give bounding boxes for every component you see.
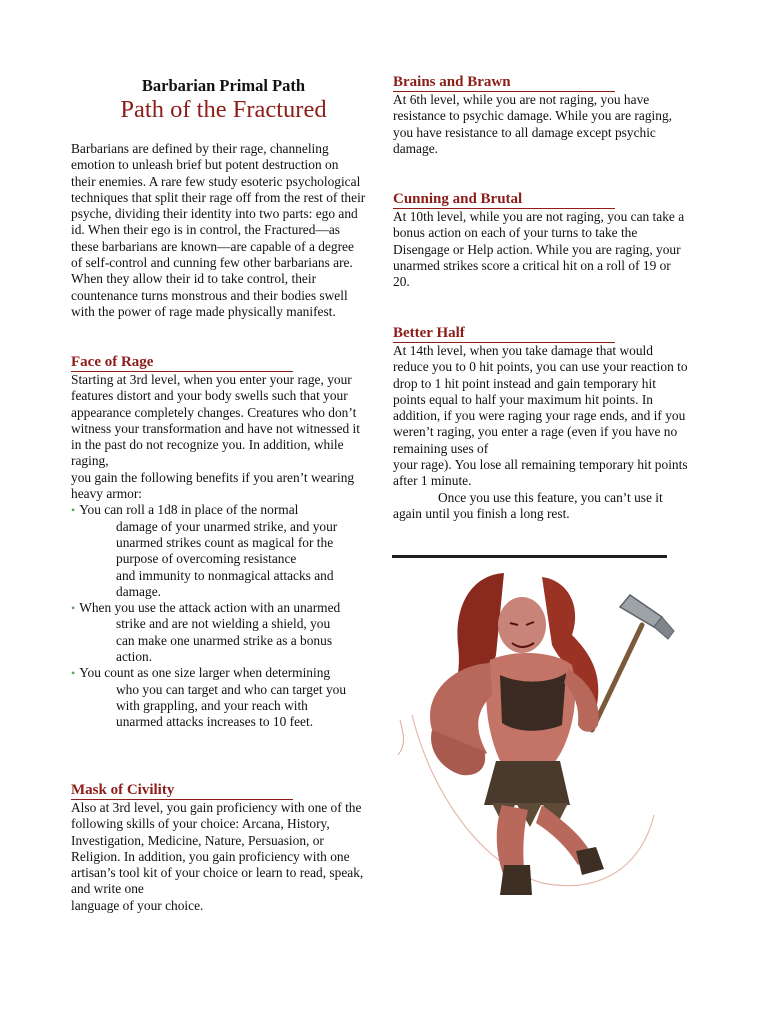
text-line: bonus action on each of your turns to take the	[393, 225, 638, 241]
text-line: Starting at 3rd level, when you enter your rage, your	[71, 372, 352, 387]
face-of-rage-bullets	[71, 502, 360, 730]
bullet-continuation: damage.	[116, 583, 161, 599]
bullet-continuation: unarmed strikes count as magical for the	[116, 534, 334, 550]
text-line: heavy armor:	[71, 486, 143, 502]
text-line: witness your transformation and have not witnessed it	[71, 420, 360, 436]
heading-brains-and-brawn: Brains and Brawn	[393, 74, 615, 92]
cunning-and-brutal-text	[393, 209, 684, 290]
brains-and-brawn-text	[393, 92, 672, 157]
text-line: Also at 3rd level, you gain proficiency with one of the	[71, 800, 362, 815]
text-line: At 14th level, when you take damage that would	[393, 343, 653, 358]
bullet-first-line	[71, 600, 360, 616]
text-line: in the past do not recognize you. In addition, while	[71, 437, 344, 453]
text-line: Investigation, Medicine, Nature, Persuasion, or	[71, 832, 324, 848]
text-line: Once you use this feature, you can’t use it	[438, 489, 663, 505]
text-line: Disengage or Help action. While you are raging, your	[393, 241, 681, 257]
text-line: At 10th level, while you are not raging, you can take a	[393, 209, 685, 224]
text-line: id. When their ego is in control, the Fractured—as	[71, 222, 340, 238]
bullet-first-line	[71, 502, 360, 518]
section-cunning-and-brutal	[393, 191, 684, 290]
intro-paragraph	[71, 141, 365, 320]
bullet-continuation: strike and are not wielding a shield, you	[116, 616, 331, 632]
text-line: reduce you to 0 hit points, you can use your reaction to	[393, 359, 688, 375]
bullet-icon: •	[71, 666, 76, 681]
text-line: their enemies. A rare few study esoteric psychological	[71, 173, 361, 189]
better-half-indented-text	[393, 490, 688, 523]
text-line: features distort and your body swells such that your	[71, 388, 348, 404]
hammer-icon	[620, 595, 674, 639]
list-item	[71, 600, 360, 665]
text-line: after 1 minute.	[393, 473, 472, 489]
text-line: raging,	[71, 453, 109, 469]
section-mask-of-civility	[71, 782, 363, 914]
text-line: of self-control and cunning few other barbarians are.	[71, 255, 353, 271]
text-line: again until you finish a long rest.	[393, 505, 570, 521]
text-line: techniques that split their rage off from the rest of their	[71, 189, 366, 205]
text-line: unarmed strikes score a critical hit on a roll of 19 or	[393, 257, 671, 273]
text-line: resistance to psychic damage. While you are raging,	[393, 108, 672, 124]
bullet-text: You can roll a 1d8 in place of the normal	[79, 502, 299, 518]
text-line: and write one	[71, 881, 144, 897]
bullet-continuation: damage of your unarmed strike, and your	[116, 518, 338, 534]
face-of-rage-text	[71, 372, 360, 502]
text-line: points equal to half your maximum hit points. In	[393, 391, 653, 407]
text-line: Religion. In addition, you gain proficiency with one	[71, 848, 350, 864]
text-line: psyche, dividing their identity into two parts: ego and	[71, 206, 358, 222]
text-line: addition, if you were raging your rage ends, and if you	[393, 408, 686, 424]
bullet-continuation: action.	[116, 649, 153, 665]
page-title: Path of the Fractured	[120, 96, 327, 123]
text-line: Barbarians are defined by their rage, channeling	[71, 141, 329, 156]
bullet-continuation: purpose of overcoming resistance	[116, 551, 297, 567]
text-line: these barbarians are known—are capable of a degree	[71, 238, 354, 254]
text-line: weren’t raging, you enter a rage (even if you have no	[393, 424, 678, 440]
list-item	[71, 665, 360, 730]
text-line: you have resistance to all damage except psychic	[393, 124, 656, 140]
bullet-continuation: and immunity to nonmagical attacks and	[116, 567, 334, 583]
text-line: artisan’s tool kit of your choice or learn to read, speak,	[71, 865, 364, 881]
text-line: drop to 1 hit point instead and gain temporary hit	[393, 375, 656, 391]
list-item	[71, 502, 360, 600]
text-line: remaining uses of	[393, 440, 489, 456]
text-line: 20.	[393, 274, 410, 290]
section-divider	[392, 555, 667, 558]
bullet-continuation: who you can target and who can target you	[116, 681, 347, 697]
text-line: language of your choice.	[71, 897, 204, 913]
heading-mask-of-civility: Mask of Civility	[71, 782, 293, 800]
bullet-icon: •	[71, 503, 76, 518]
mask-of-civility-text	[71, 800, 363, 914]
barbarian-warrior-illustration	[392, 565, 692, 900]
text-line: damage.	[393, 140, 438, 156]
supertitle: Barbarian Primal Path	[141, 76, 306, 95]
text-line: your rage). You lose all remaining temporary hit points	[393, 457, 688, 473]
section-better-half	[393, 325, 688, 522]
bullet-text: When you use the attack action with an unarmed	[79, 600, 341, 616]
bullet-continuation: can make one unarmed strike as a bonus	[116, 632, 333, 648]
bullet-continuation: unarmed attacks increases to 10 feet.	[116, 714, 314, 730]
text-line: appearance completely changes. Creatures who don’t	[71, 404, 357, 420]
text-line: At 6th level, while you are not raging, you have	[393, 92, 650, 107]
bullet-first-line	[71, 665, 360, 681]
heading-cunning-and-brutal: Cunning and Brutal	[393, 191, 615, 209]
text-line: countenance turns monstrous and their bodies swell	[71, 287, 348, 303]
text-line: you gain the following benefits if you aren’t wearing	[71, 469, 355, 485]
section-face-of-rage	[71, 354, 360, 731]
bullet-continuation: with grappling, and your reach with	[116, 697, 308, 713]
text-line: with the power of rage made physically manifest.	[71, 303, 336, 319]
text-line: When they allow their id to take control, their	[71, 271, 317, 287]
section-brains-and-brawn	[393, 74, 672, 157]
bullet-icon: •	[71, 601, 76, 616]
heading-face-of-rage: Face of Rage	[71, 354, 293, 372]
text-line: following skills of your choice: Arcana, History,	[71, 816, 330, 832]
text-line: emotion to unleash brief but potent destruction on	[71, 157, 339, 173]
heading-better-half: Better Half	[393, 325, 615, 343]
bullet-text: You count as one size larger when determining	[79, 665, 331, 681]
better-half-text	[393, 343, 688, 490]
